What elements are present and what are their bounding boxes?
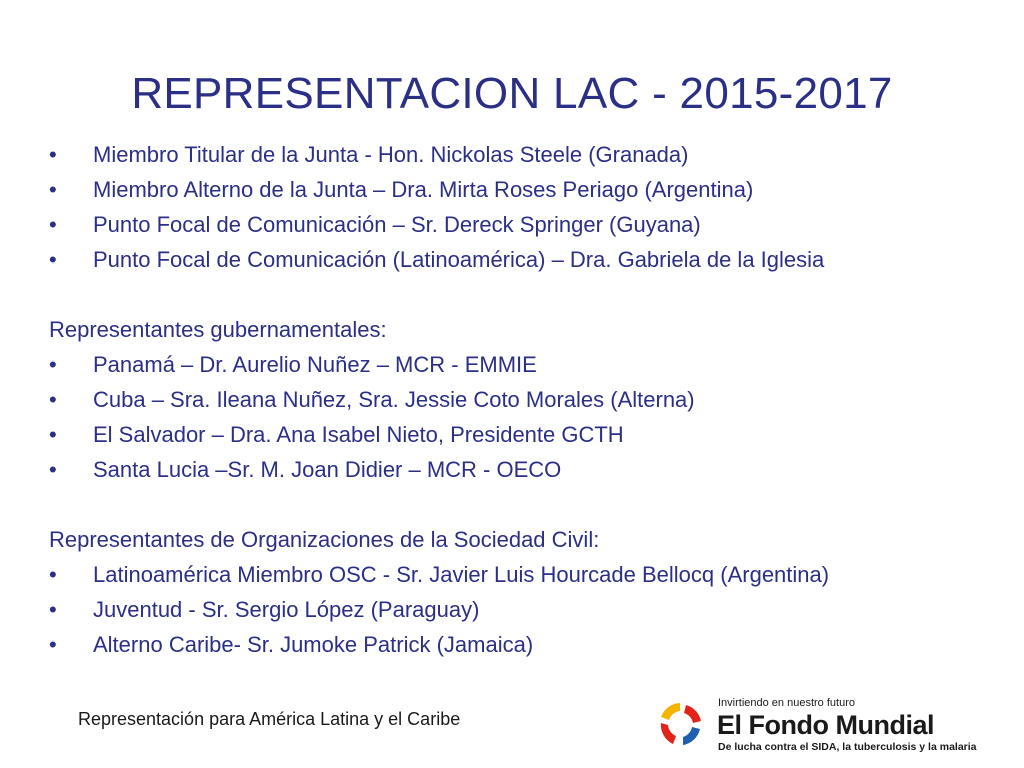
section-heading-government xyxy=(49,312,1009,347)
logo-subtitle: De lucha contra el SIDA, la tuberculosis y la malaria xyxy=(718,741,977,753)
bullet-icon: • xyxy=(49,352,57,377)
government-rep-text: Cuba – Sra. Ileana Nuñez, Sra. Jessie Coto Morales (Alterna) xyxy=(93,387,695,412)
bullet-icon: • xyxy=(49,212,57,237)
government-rep-text: Panamá – Dr. Aurelio Nuñez – MCR - EMMIE xyxy=(93,352,537,377)
spacer xyxy=(49,487,1009,522)
bullet-icon: • xyxy=(49,142,57,167)
civil-society-rep-text: Juventud - Sr. Sergio López (Paraguay) xyxy=(93,597,480,622)
section-heading-civil-society xyxy=(49,522,1009,557)
spacer xyxy=(49,277,1009,312)
section-heading-text: Representantes de Organizaciones de la Sociedad Civil: xyxy=(49,527,600,552)
bullet-icon: • xyxy=(49,247,57,272)
list-item xyxy=(49,382,1009,417)
slide-title: REPRESENTACION LAC - 2015-2017 xyxy=(131,69,893,118)
list-item xyxy=(49,592,1009,627)
global-fund-logo xyxy=(655,697,977,757)
section-heading-text: Representantes gubernamentales: xyxy=(49,317,387,342)
bullet-icon: • xyxy=(49,177,57,202)
list-item xyxy=(49,627,1009,662)
bullet-icon: • xyxy=(49,387,57,412)
board-member-text: Punto Focal de Comunicación (Latinoamérica) – Dra. Gabriela de la Iglesia xyxy=(93,247,825,272)
list-item xyxy=(49,172,1009,207)
civil-society-rep-text: Latinoamérica Miembro OSC - Sr. Javier Luis Hourcade Bellocq (Argentina) xyxy=(93,562,830,587)
board-member-text: Punto Focal de Comunicación – Sr. Dereck Springer (Guyana) xyxy=(93,212,701,237)
list-item xyxy=(49,452,1009,487)
logo-tagline: Invirtiendo en nuestro futuro xyxy=(718,697,855,709)
list-item xyxy=(49,417,1009,452)
global-fund-logo-mark-icon xyxy=(655,699,705,749)
list-item xyxy=(49,137,1009,172)
logo-name: El Fondo Mundial xyxy=(717,710,934,740)
board-member-text: Miembro Alterno de la Junta – Dra. Mirta Roses Periago (Argentina) xyxy=(93,177,754,202)
slide-content xyxy=(49,137,1009,662)
list-item xyxy=(49,242,1009,277)
list-item xyxy=(49,207,1009,242)
civil-society-rep-text: Alterno Caribe- Sr. Jumoke Patrick (Jamaica) xyxy=(93,632,534,657)
government-rep-text: Santa Lucia –Sr. M. Joan Didier – MCR - OECO xyxy=(93,457,562,482)
bullet-icon: • xyxy=(49,457,57,482)
board-member-text: Miembro Titular de la Junta - Hon. Nickolas Steele (Granada) xyxy=(93,142,689,167)
bullet-icon: • xyxy=(49,562,57,587)
list-item xyxy=(49,557,1009,592)
bullet-icon: • xyxy=(49,632,57,657)
bullet-icon: • xyxy=(49,422,57,447)
bullet-icon: • xyxy=(49,597,57,622)
government-rep-text: El Salvador – Dra. Ana Isabel Nieto, Presidente GCTH xyxy=(93,422,624,447)
footer-text: Representación para América Latina y el Caribe xyxy=(78,709,461,729)
list-item xyxy=(49,347,1009,382)
